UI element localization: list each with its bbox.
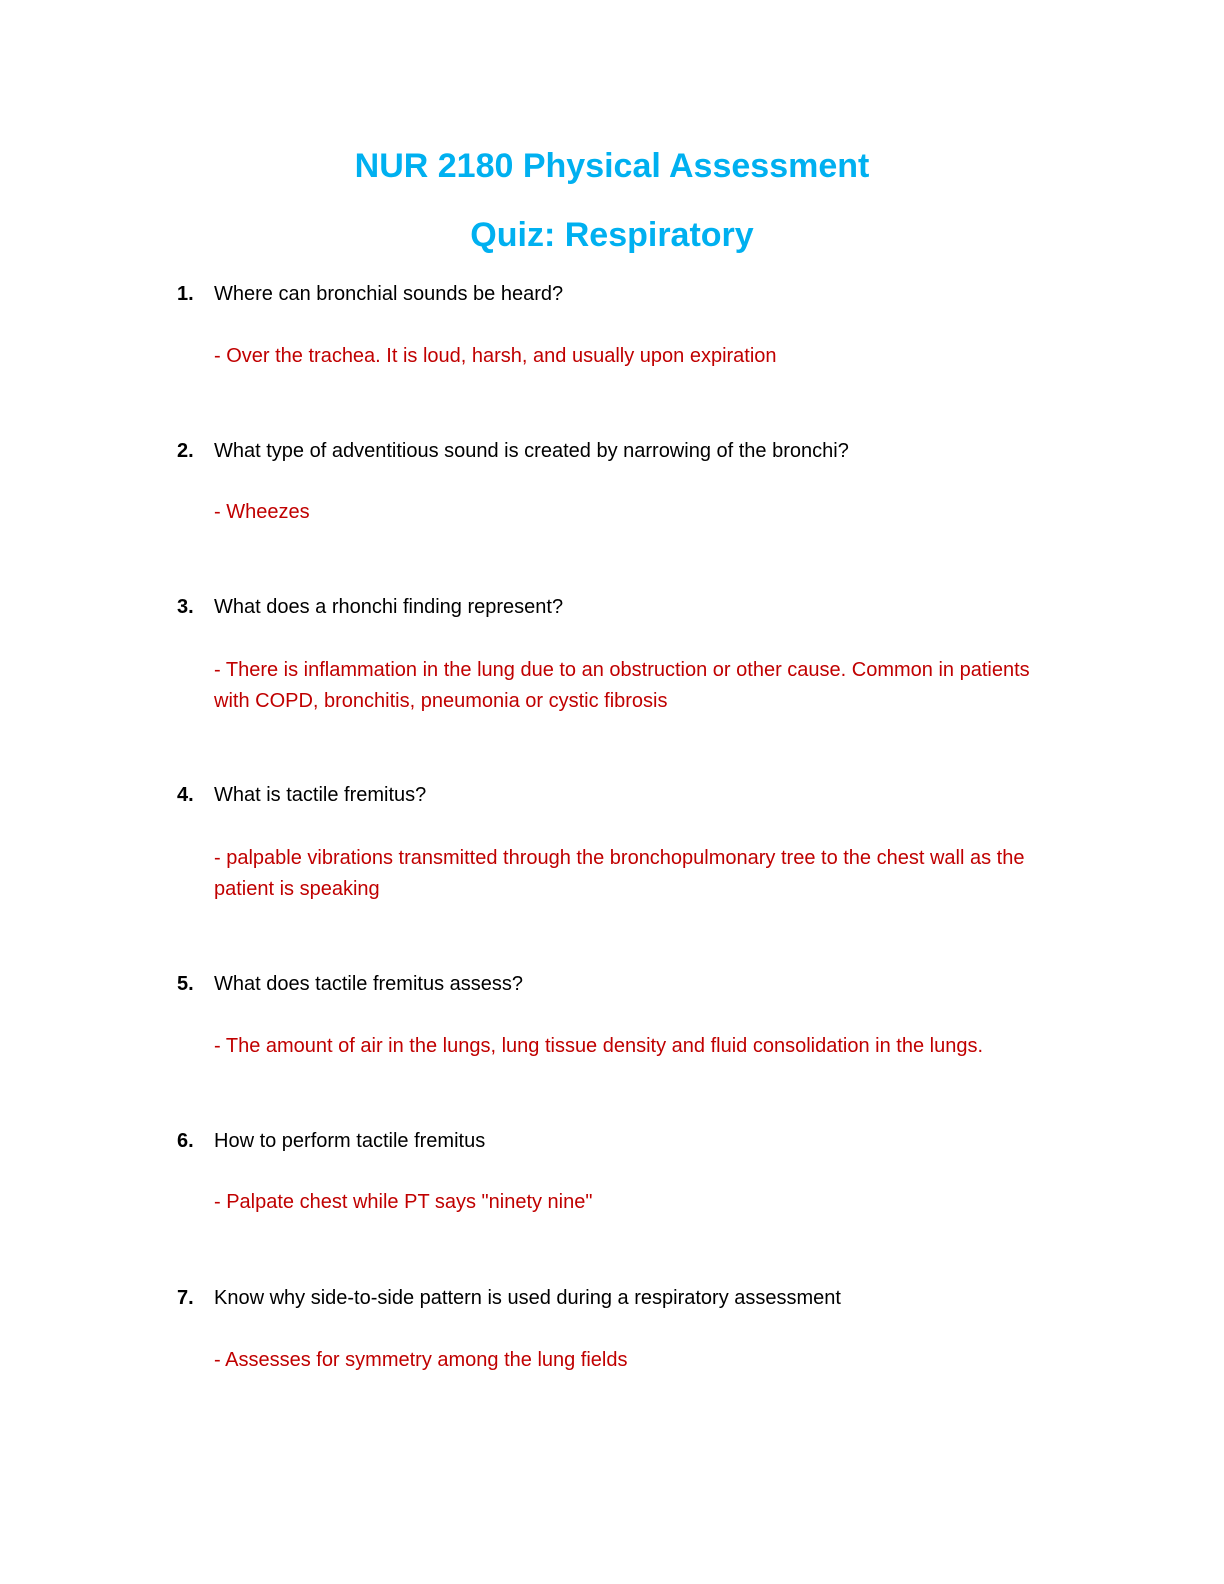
answer-text: - Over the trachea. It is loud, harsh, and usually upon expiration xyxy=(214,345,777,367)
question-number: 1. xyxy=(177,283,194,305)
answer-text: - Palpate chest while PT says "ninety nine" xyxy=(214,1191,593,1213)
question-number: 4. xyxy=(177,784,194,806)
question-text: What is tactile fremitus? xyxy=(214,784,427,806)
question-text: Where can bronchial sounds be heard? xyxy=(214,283,564,305)
answer-text: - Wheezes xyxy=(214,501,310,523)
question-text: What does a rhonchi finding represent? xyxy=(214,596,564,618)
answer-text: - There is inflammation in the lung due to an obstruction or other cause. Common in patients with COPD, bronchitis, pneumonia or cystic fibrosis xyxy=(214,659,1030,712)
question-number: 2. xyxy=(177,440,194,462)
answer-text: - Assesses for symmetry among the lung fields xyxy=(214,1349,628,1371)
question-number: 6. xyxy=(177,1130,194,1152)
answer-text: - The amount of air in the lungs, lung tissue density and fluid consolidation in the lungs. xyxy=(214,1035,983,1057)
document-title: NUR 2180 Physical Assessment xyxy=(354,147,870,185)
document-subtitle: Quiz: Respiratory xyxy=(470,216,754,254)
question-number: 7. xyxy=(177,1287,194,1309)
question-text: Know why side-to-side pattern is used during a respiratory assessment xyxy=(214,1287,841,1309)
answer-text: - palpable vibrations transmitted through the bronchopulmonary tree to the chest wall as the patient is speaking xyxy=(214,847,1025,900)
question-number: 3. xyxy=(177,596,194,618)
question-text: How to perform tactile fremitus xyxy=(214,1130,486,1152)
question-number: 5. xyxy=(177,973,194,995)
question-text: What type of adventitious sound is created by narrowing of the bronchi? xyxy=(214,440,849,462)
question-text: What does tactile fremitus assess? xyxy=(214,973,524,995)
